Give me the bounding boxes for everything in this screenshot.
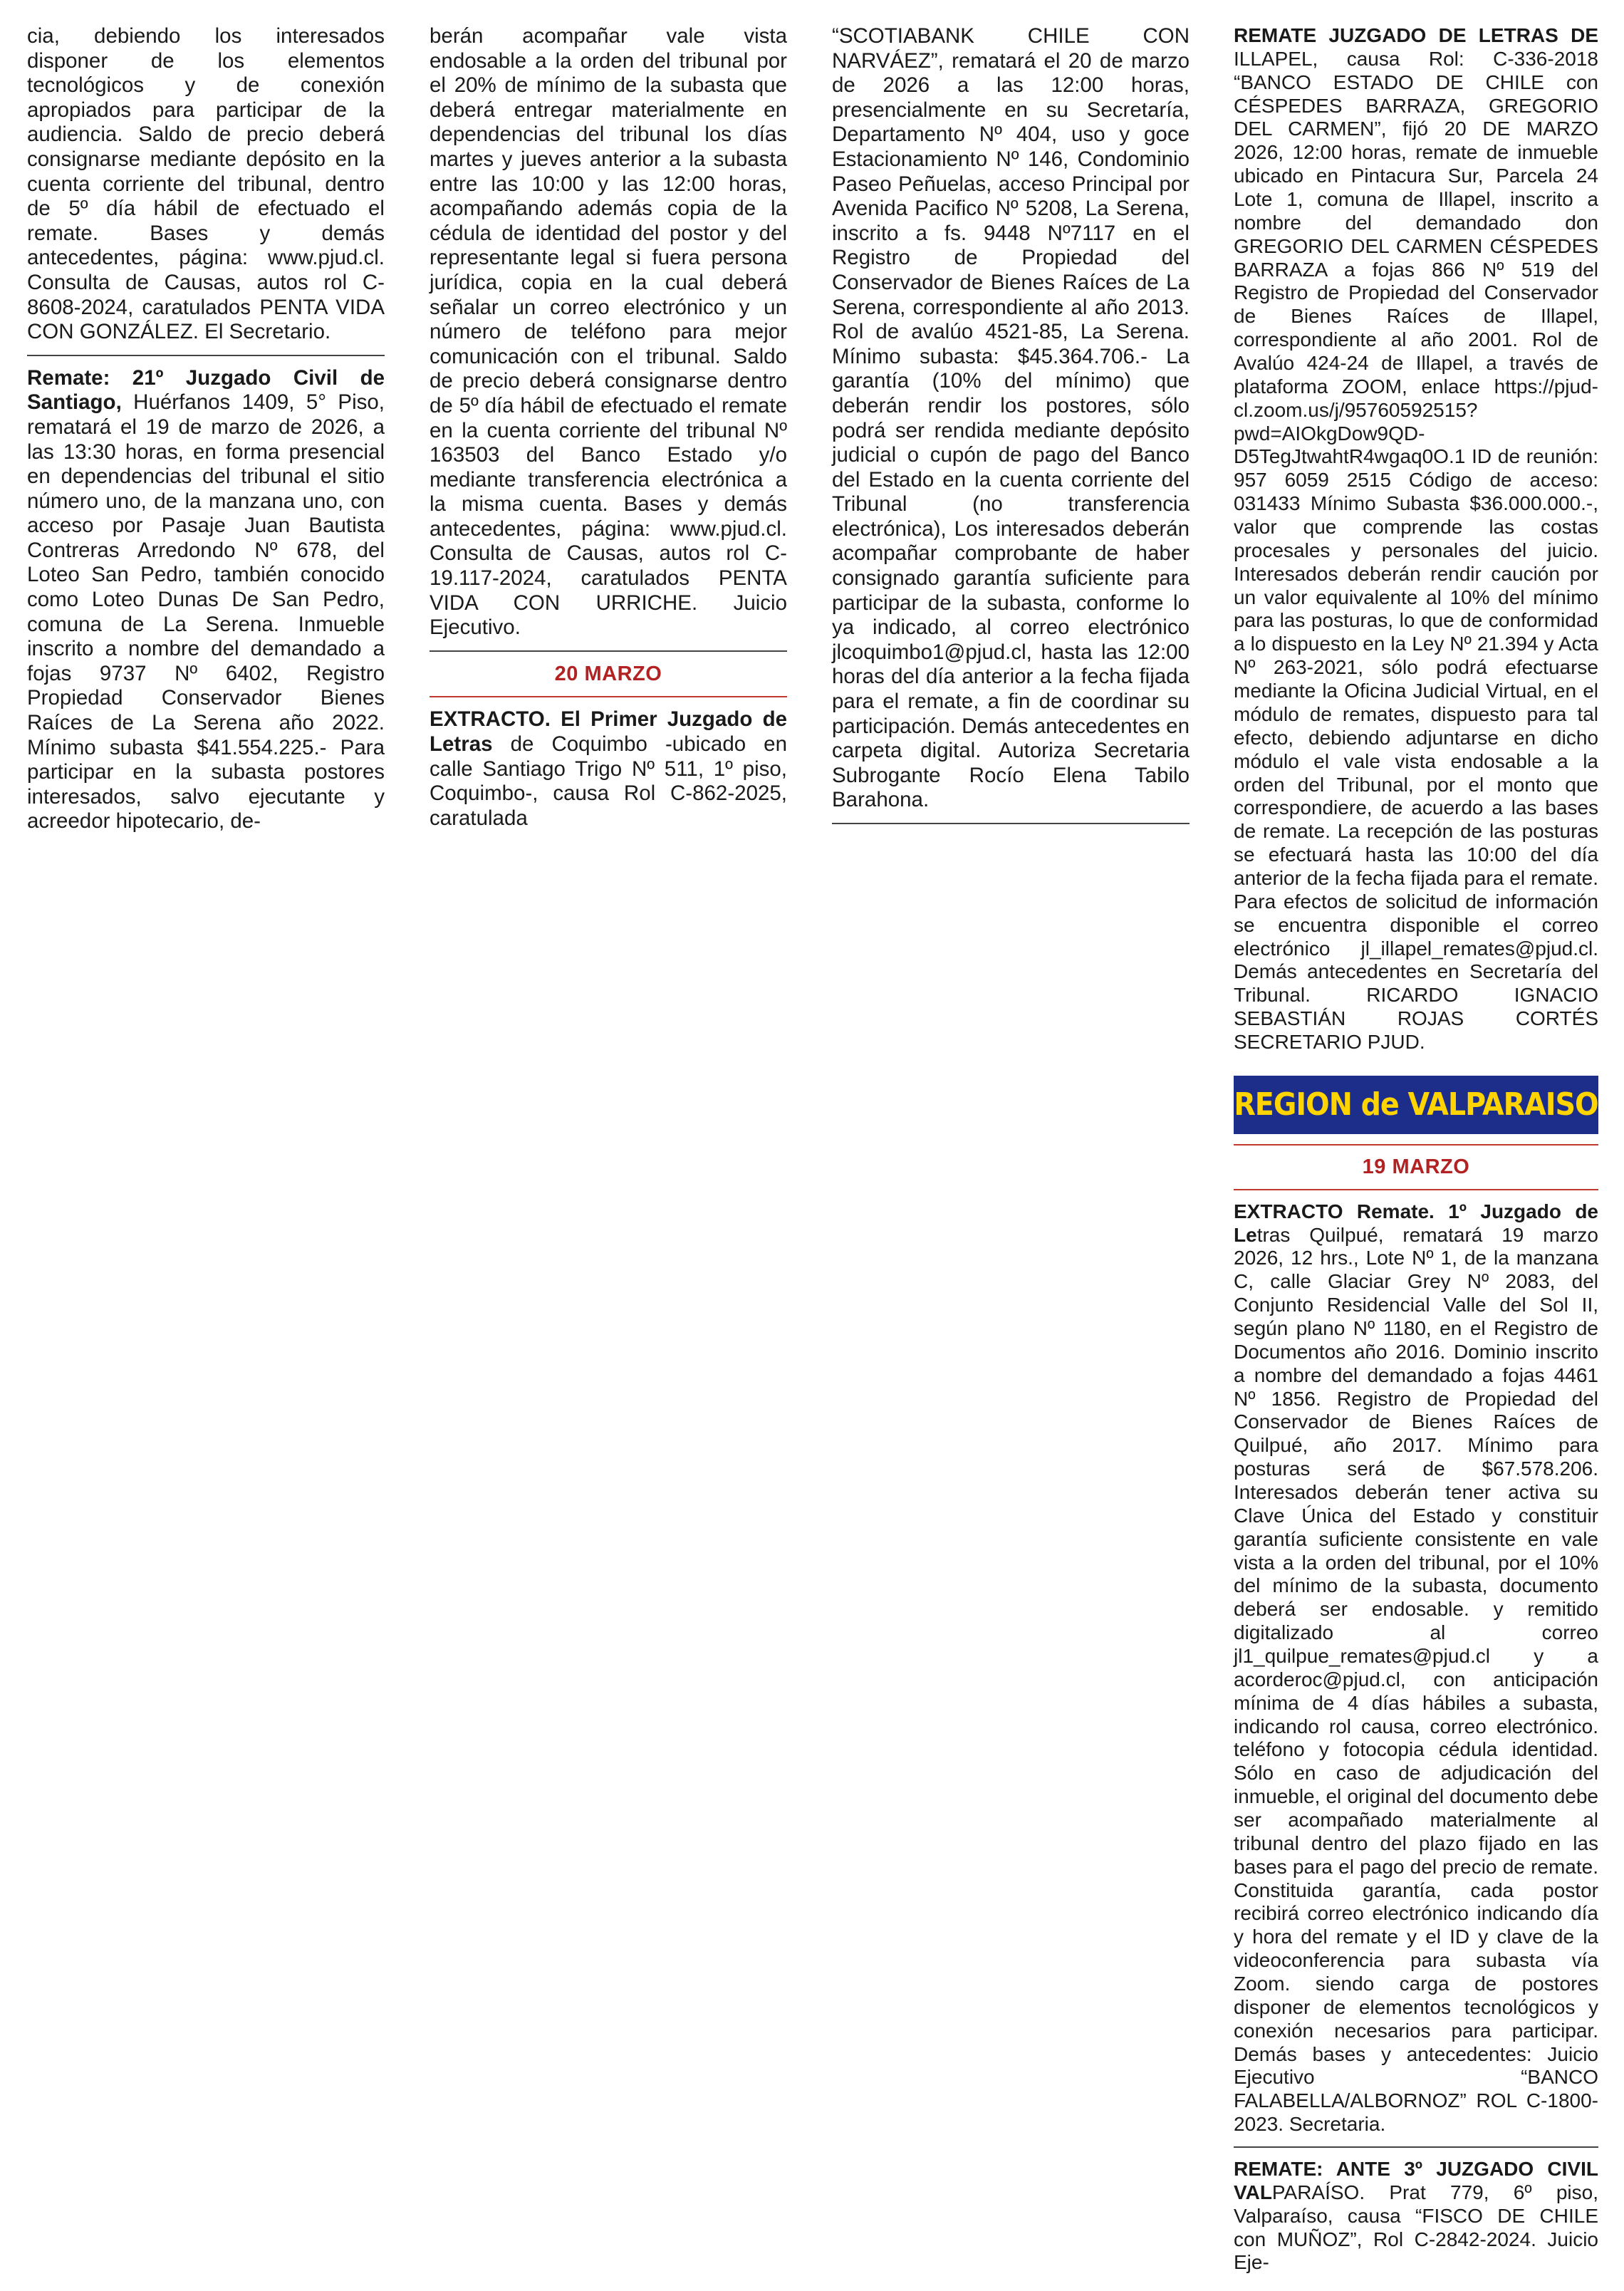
notice-continuation-gonzalez: cia, debiendo los interesados disponer de los elementos tecnológicos y de conexión apropiados para participar de la audiencia. Saldo de precio deberá consignarse mediante depósito en la cuenta corriente del tribunal, dentro de 5º día hábil de efectuado el remate. Bases y demás antecedentes, página: www.pjud.cl. Consulta de Causas, autos rol C-8608-2024, caratulados PENTA VIDA CON GONZÁLEZ. El Secretario. (27, 24, 385, 344)
divider-red (1234, 1189, 1598, 1190)
divider (1234, 2146, 1598, 2148)
date-heading-19-marzo: 19 MARZO (1362, 1155, 1470, 1178)
notice-heading: EXTRACTO. El Primer Juzgado de Letras (430, 707, 787, 757)
divider (27, 355, 385, 356)
column-1 (27, 24, 385, 834)
notice-heading: REMATE: ANTE 3º JUZGADO CIVIL VAL (1234, 2158, 1598, 2203)
notice-quilpue-extracto (1234, 1200, 1598, 2136)
divider-red (430, 696, 787, 697)
notice-valparaiso-3-juzgado (1234, 2158, 1598, 2275)
date-heading-20-marzo: 20 MARZO (554, 662, 662, 685)
column-2 (430, 24, 787, 831)
notice-continuation-scotiabank: “SCOTIABANK CHILE CON NARVÁEZ”, rematará el 20 de marzo de 2026 a las 12:00 horas, presencialmente en su Secretaría, Departamento Nº 404, uso y goce Estacionamiento Nº 146, Condominio Paseo Peñuelas, acceso Principal por Avenida Pacifico Nº 5208, La Serena, inscrito a fs. 9448 Nº7117 en el Registro de Propiedad del Conservador de Bienes Raíces de La Serena, correspondiente al año 2013. Rol de avalúo 4521-85, La Serena. Mínimo subasta: $45.364.706.- La garantía (10% del mínimo) que deberán rendir los postores, sólo podrá ser rendida mediante depósito judicial o cupón de pago del Banco del Estado en la cuenta corriente del Tribunal (no transferencia electrónica), Los interesados deberán acompañar comprobante de haber consignado garantía suficiente para participar de la subasta, conforme lo ya indicado, al correo electrónico jlcoquimbo1@pjud.cl, hasta las 12:00 horas del día anterior a la fecha fijada para el remate, a fin de coordinar su participación. Demás antecedentes en carpeta digital. Autoriza Secretaria Subrogante Rocío Elena Tabilo Barahona. (832, 24, 1190, 812)
notice-continuation-urriche: berán acompañar vale vista endosable a la orden del tribunal por el 20% de mínimo de la subasta que deberá entregar materialmente en dependencias del tribunal los días martes y jueves anterior a la subasta entre las 10:00 y las 12:00 horas, acompañando además copia de la cédula de identidad del postor y del representante legal si fuera persona jurídica, copia en la cual deberá señalar un correo electrónico y un número de teléfono para mejor comunicación con el tribunal. Saldo de precio deberá consignarse dentro de 5º día hábil de efectuado el remate en la cuenta corriente del tribunal Nº 163503 del Banco Estado y/o mediante transferencia electrónica a la misma cuenta. Bases y demás antecedentes, página: www.pjud.cl. Consulta de Causas, autos rol C-19.117-2024, caratulados PENTA VIDA CON URRICHE. Juicio Ejecutivo. (430, 24, 787, 640)
region-banner-valparaiso: REGION de VALPARAISO (1234, 1076, 1598, 1134)
divider-red (1234, 1144, 1598, 1146)
notice-body: ILLAPEL, causa Rol: C-336-2018 “BANCO ESTADO DE CHILE con CÉSPEDES BARRAZA, GREGORIO DEL CARMEN”, fijó 20 DE MARZO 2026, 12:00 horas, remate de inmueble ubicado en Pintacura Sur, Parcela 24 Lote 1, comuna de Illapel, inscrito a nombre del demandado don GREGORIO DEL CARMEN CÉSPEDES BARRAZA a fojas 866 Nº 519 del Registro de Propiedad del Conservador de Bienes Raíces de Illapel, correspondiente al año 2001. Rol de Avalúo 424-24 de Illapel, a través de plataforma ZOOM, enlace https://pjud-cl.zoom.us/j/95760592515?pwd=AIOkgDow9QD-D5TegJtwahtR4wgaq0O.1 ID de reunión: 957 6059 2515 Código de acceso: 031433 Mínimo Subasta $36.000.000.-, valor que comprende las costas procesales y personales del juicio. Interesados deberán rendir caución por un valor equivalente al 10% del mínimo para las posturas, lo que de conformidad a lo dispuesto en la Ley Nº 21.394 y Acta Nº 263-2021, sólo podrá efectuarse mediante la Oficina Judicial Virtual, en el módulo de remates, dispuesto para tal efecto, debiendo adjuntarse en dicho módulo el vale vista endosable a la orden del Tribunal, por el monto que correspondiere, de acuerdo a las bases de remate. La recepción de las posturas se efectuará hasta las 10:00 del día anterior de la fecha fijada para el remate. Para efectos de solicitud de información se encuentra disponible el correo electrónico jl_illapel_remates@pjud.cl. Demás antecedentes en Secretaría del Tribunal. RICARDO IGNACIO SEBASTIÁN ROJAS CORTÉS SECRETARIO PJUD. (1234, 47, 1598, 1053)
notice-coquimbo-extracto (430, 707, 787, 831)
divider (832, 823, 1190, 824)
column-4 (1234, 24, 1598, 2275)
notice-body: PARAÍSO. Prat 779, 6º piso, Valparaíso, causa “FISCO DE CHILE con MUÑOZ”, Rol C-2842-2024. Juicio Eje- (1234, 2181, 1598, 2274)
notice-21-juzgado-santiago (27, 366, 385, 834)
column-3 (832, 24, 1190, 834)
notice-body: Huérfanos 1409, 5° Piso, rematará el 19 de marzo de 2026, a las 13:30 horas, en forma presencial en dependencias del tribunal el sitio número uno, de la manzana uno, con acceso por Pasaje Juan Bautista Contreras Arredondo Nº 678, del Loteo San Pedro, también conocido como Loteo Dunas De San Pedro, comuna de La Serena. Inmueble inscrito a nombre del demandado a fojas 9737 Nº 6402, Registro Propiedad Conservador Bienes Raíces de La Serena año 2022. Mínimo subasta $41.554.225.- Para participar en la subasta postores interesados, salvo ejecutante y acreedor hipotecario, de- (27, 390, 385, 833)
notice-body: de Coquimbo -ubicado en calle Santiago Trigo Nº 511, 1º piso, Coquimbo-, causa Rol C-862-2025, caratulada (430, 732, 787, 830)
notice-heading: Remate: 21º Juzgado Civil de Santiago, (27, 365, 385, 415)
notice-heading: EXTRACTO Remate. 1º Juzgado de Le (1234, 1200, 1598, 1246)
notice-illapel (1234, 24, 1598, 1054)
divider (430, 650, 787, 652)
notice-body: tras Quilpué, rematará 19 marzo 2026, 12 hrs., Lote Nº 1, de la manzana C, calle Glaciar Grey Nº 2083, del Conjunto Residencial Valle del Sol II, según plano Nº 1180, en el Registro de Documentos año 2016. Dominio inscrito a nombre del demandado a fojas 4461 Nº 1856. Registro de Propiedad del Conservador de Bienes Raíces de Quilpué, año 2017. Mínimo para posturas será de $67.578.206. Interesados deberán tener activa su Clave Única del Estado y constituir garantía suficiente consistente en vale vista a la orden del tribunal, por el 10% del mínimo de la subasta, documento deberá ser endosable. y remitido digitalizado al correo jl1_quilpue_remates@pjud.cl y a acorderoc@pjud.cl, con anticipación mínima de 4 días hábiles a subasta, indicando rol causa, correo electrónico. teléfono y fotocopia cédula identidad. Sólo en caso de adjudicación del inmueble, el original del documento debe ser acompañado materialmente al tribunal dentro del plazo fijado en las bases para el pago del precio de remate. Constituida garantía, cada postor recibirá correo electrónico indicando día y hora del remate y el ID y clave de la videoconferencia para subasta vía Zoom. siendo carga de postores disponer de elementos tecnológicos y conexión necesarios para participar. Demás bases y antecedentes: Juicio Ejecutivo “BANCO FALABELLA/ALBORNOZ” ROL C-1800-2023. Secretaria. (1234, 1223, 1598, 2136)
notice-heading: REMATE JUZGADO DE LETRAS DE (1234, 24, 1598, 46)
